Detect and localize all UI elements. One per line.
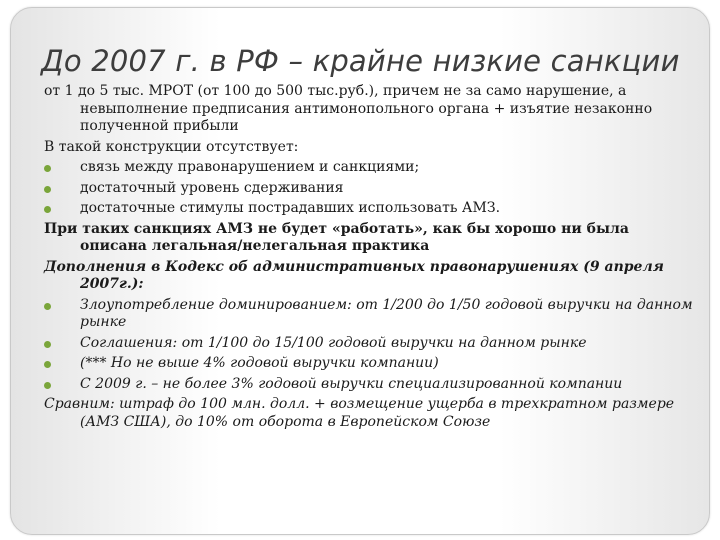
bullet-icon	[44, 165, 51, 172]
additions-heading: Дополнения в Кодекс об административных правонарушениях (9 апреля 2007г.):	[44, 258, 664, 292]
bullet-icon	[44, 361, 51, 368]
list-item-text: связь между правонарушением и санкциями;	[80, 159, 420, 175]
list-item-text: Злоупотребление доминированием: от 1/200 до 1/50 годовой выручки на данном рынке	[80, 296, 693, 330]
bullet-icon	[44, 186, 51, 193]
list-item-text: (*** Но не выше 4% годовой выручки компании)	[80, 355, 439, 371]
list-item-text: достаточные стимулы пострадавших использовать АМЗ.	[80, 200, 501, 216]
conclusion-paragraph: При таких санкциях АМЗ не будет «работать», как бы хорошо ни была описана легальная/нелегальная практика	[44, 220, 629, 254]
missing-heading: В такой конструкции отсутствует:	[44, 138, 299, 155]
list-item-addition	[44, 376, 694, 394]
slide-content	[44, 83, 694, 431]
list-item-text: С 2009 г. – не более 3% годовой выручки специализированной компании	[80, 375, 623, 392]
bullet-icon	[44, 341, 51, 348]
list-item-addition	[44, 335, 694, 353]
bullet-icon	[44, 206, 51, 213]
list-item-missing	[44, 159, 694, 177]
list-item-missing	[44, 180, 694, 198]
list-item-text: достаточный уровень сдерживания	[80, 179, 344, 196]
list-item-missing	[44, 200, 694, 218]
slide-title: До 2007 г. в РФ – крайне низкие санкции	[41, 44, 680, 78]
list-item-addition	[44, 355, 694, 373]
list-item-text: Соглашения: от 1/100 до 15/100 годовой выручки на данном рынке	[80, 334, 587, 351]
comparison-paragraph: Сравним: штраф до 100 млн. долл. + возмещение ущерба в трехкратном размере (АМЗ США), до 10% от оборота в Европейском Союзе	[44, 396, 675, 430]
bullet-icon	[44, 303, 51, 310]
intro-paragraph: от 1 до 5 тыс. МРОТ (от 100 до 500 тыс.руб.), причем не за само нарушение, а невыполнение предписания антимонопольного органа + изъятие незаконно полученной прибыли	[44, 83, 653, 134]
bullet-icon	[44, 382, 51, 389]
list-item-addition	[44, 297, 694, 332]
